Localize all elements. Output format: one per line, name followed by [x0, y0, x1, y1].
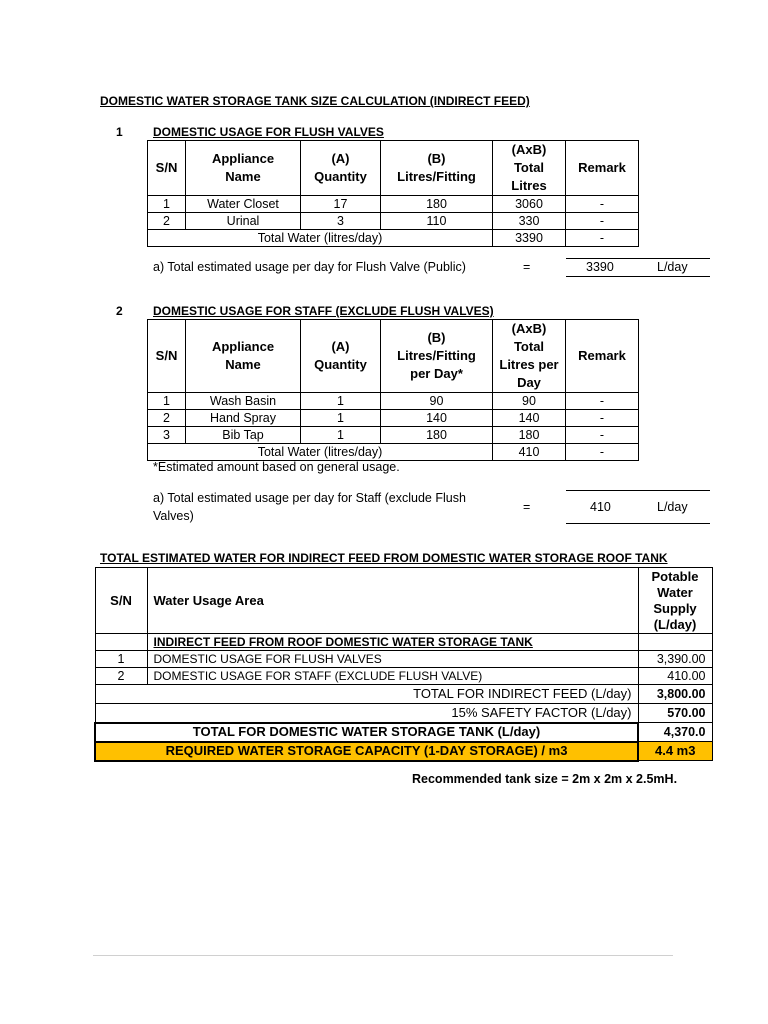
- header-appliance-name: Appliance Name: [186, 141, 301, 196]
- flush-valve-summary-value: 3390: [586, 260, 614, 274]
- staff-summary-label-line2: Valves): [153, 509, 194, 523]
- total-label: Total Water (litres/day): [148, 444, 493, 461]
- indirect-feed-summary-table: [94, 567, 713, 762]
- total-indirect-value: 3,800.00: [638, 685, 712, 704]
- flush-valves-table: [147, 140, 639, 247]
- header-litres-fitting: (B) Litres/Fitting per Day*: [381, 320, 493, 393]
- flush-valve-summary-unit: L/day: [657, 260, 688, 274]
- cell-supply-value: 3,390.00: [638, 651, 712, 668]
- header-total-litres: (AxB) Total Litres per Day: [493, 320, 566, 393]
- staff-usage-table: [147, 319, 639, 461]
- cell-appliance: Bib Tap: [186, 427, 301, 444]
- cell-remark: -: [566, 213, 639, 230]
- safety-factor-value: 570.00: [638, 704, 712, 723]
- summary-bottom-rule: [566, 523, 710, 524]
- table-row: [148, 427, 639, 444]
- staff-summary-equals: =: [523, 500, 531, 514]
- summary-top-rule: [566, 490, 710, 491]
- cell-remark: -: [566, 196, 639, 213]
- required-capacity-value: 4.4 m3: [638, 742, 712, 761]
- cell-total: 140: [493, 410, 566, 427]
- cell-empty: [95, 634, 147, 651]
- total-tank-value: 4,370.0: [638, 723, 712, 742]
- recommended-tank-size: Recommended tank size = 2m x 2m x 2.5mH.: [412, 772, 678, 786]
- total-tank-label: TOTAL FOR DOMESTIC WATER STORAGE TANK (L/day): [95, 723, 638, 742]
- required-capacity-label: REQUIRED WATER STORAGE CAPACITY (1-DAY STORAGE) / m3: [95, 742, 638, 761]
- subheading-row: [95, 634, 712, 651]
- table-row: [148, 393, 639, 410]
- table-row: [95, 651, 712, 668]
- total-value: 3390: [493, 230, 566, 247]
- header-litres-fitting: (B) Litres/Fitting: [381, 141, 493, 196]
- table-total-row: [148, 230, 639, 247]
- cell-sn: 3: [148, 427, 186, 444]
- header-sn: S/N: [95, 568, 147, 634]
- cell-appliance: Hand Spray: [186, 410, 301, 427]
- cell-quantity: 17: [301, 196, 381, 213]
- cell-total: 180: [493, 427, 566, 444]
- cell-usage-area: DOMESTIC USAGE FOR FLUSH VALVES: [147, 651, 638, 668]
- table-header-row: [148, 141, 639, 196]
- cell-litres: 140: [381, 410, 493, 427]
- total-remark: -: [566, 230, 639, 247]
- safety-factor-row: [95, 704, 712, 723]
- header-remark: Remark: [566, 320, 639, 393]
- staff-summary-value: 410: [590, 500, 611, 514]
- required-capacity-row: [95, 742, 712, 761]
- staff-summary-label-line1: a) Total estimated usage per day for Staff (exclude Flush: [153, 491, 466, 505]
- indirect-feed-subheading: INDIRECT FEED FROM ROOF DOMESTIC WATER STORAGE TANK: [147, 634, 638, 651]
- cell-sn: 1: [148, 393, 186, 410]
- cell-supply-value: 410.00: [638, 668, 712, 685]
- section-2-title: DOMESTIC USAGE FOR STAFF (EXCLUDE FLUSH VALVES): [153, 304, 494, 318]
- cell-sn: 2: [148, 213, 186, 230]
- cell-remark: -: [566, 427, 639, 444]
- table-row: [95, 668, 712, 685]
- cell-total: 90: [493, 393, 566, 410]
- header-remark: Remark: [566, 141, 639, 196]
- estimation-note: *Estimated amount based on general usage.: [153, 460, 400, 474]
- cell-usage-area: DOMESTIC USAGE FOR STAFF (EXCLUDE FLUSH VALVE): [147, 668, 638, 685]
- section-1-title: DOMESTIC USAGE FOR FLUSH VALVES: [153, 125, 384, 139]
- header-total-litres: (AxB) Total Litres: [493, 141, 566, 196]
- safety-factor-label: 15% SAFETY FACTOR (L/day): [95, 704, 638, 723]
- header-potable-water-supply: Potable Water Supply (L/day): [638, 568, 712, 634]
- header-sn: S/N: [148, 320, 186, 393]
- header-sn: S/N: [148, 141, 186, 196]
- table-total-row: [148, 444, 639, 461]
- table-row: [148, 213, 639, 230]
- total-value: 410: [493, 444, 566, 461]
- cell-appliance: Wash Basin: [186, 393, 301, 410]
- header-water-usage-area: Water Usage Area: [147, 568, 638, 634]
- section-2-number: 2: [116, 304, 123, 318]
- total-indirect-label: TOTAL FOR INDIRECT FEED (L/day): [95, 685, 638, 704]
- cell-sn: 1: [148, 196, 186, 213]
- cell-sn: 1: [95, 651, 147, 668]
- cell-litres: 180: [381, 196, 493, 213]
- total-label: Total Water (litres/day): [148, 230, 493, 247]
- cell-sn: 2: [95, 668, 147, 685]
- document-title: DOMESTIC WATER STORAGE TANK SIZE CALCULATION (INDIRECT FEED): [100, 94, 530, 108]
- cell-sn: 2: [148, 410, 186, 427]
- table-row: [148, 410, 639, 427]
- total-remark: -: [566, 444, 639, 461]
- table-row: [148, 196, 639, 213]
- table-header-row: [148, 320, 639, 393]
- cell-quantity: 3: [301, 213, 381, 230]
- cell-appliance: Water Closet: [186, 196, 301, 213]
- cell-litres: 110: [381, 213, 493, 230]
- header-quantity: (A) Quantity: [301, 320, 381, 393]
- cell-total: 330: [493, 213, 566, 230]
- flush-valve-summary-equals: =: [523, 260, 531, 274]
- cell-appliance: Urinal: [186, 213, 301, 230]
- staff-summary-unit: L/day: [657, 500, 688, 514]
- total-indirect-row: [95, 685, 712, 704]
- cell-remark: -: [566, 393, 639, 410]
- section-1-number: 1: [116, 125, 123, 139]
- cell-empty: [638, 634, 712, 651]
- cell-total: 3060: [493, 196, 566, 213]
- cell-remark: -: [566, 410, 639, 427]
- cell-quantity: 1: [301, 393, 381, 410]
- table-header-row: [95, 568, 712, 634]
- cell-litres: 90: [381, 393, 493, 410]
- summary-bottom-rule: [566, 276, 710, 277]
- cell-quantity: 1: [301, 410, 381, 427]
- header-quantity: (A) Quantity: [301, 141, 381, 196]
- cell-litres: 180: [381, 427, 493, 444]
- cell-quantity: 1: [301, 427, 381, 444]
- header-appliance-name: Appliance Name: [186, 320, 301, 393]
- flush-valve-summary-label: a) Total estimated usage per day for Flush Valve (Public): [153, 260, 466, 274]
- total-tank-row: [95, 723, 712, 742]
- footer-divider: [93, 955, 673, 956]
- section-3-title: TOTAL ESTIMATED WATER FOR INDIRECT FEED FROM DOMESTIC WATER STORAGE ROOF TANK: [100, 551, 668, 565]
